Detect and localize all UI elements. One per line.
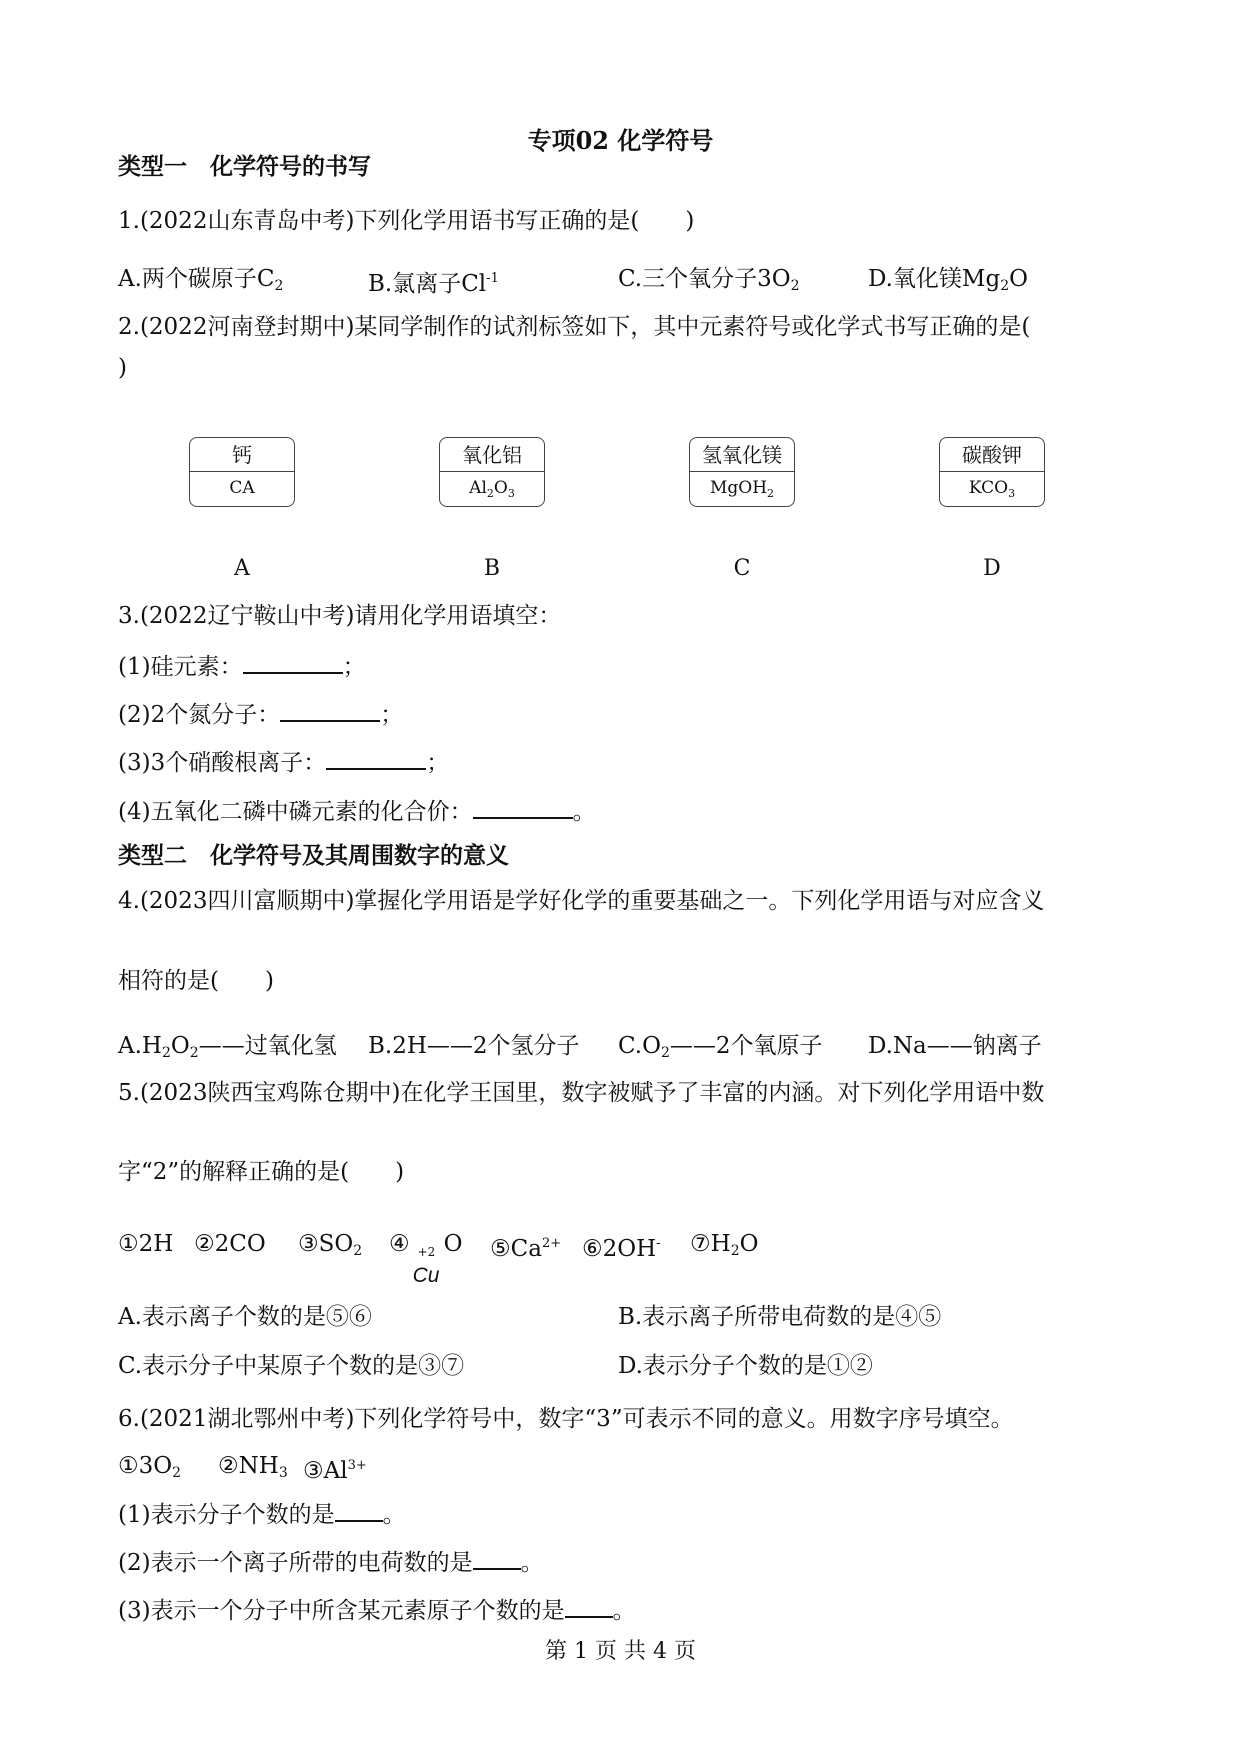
question-5-option-a: A.表示离子个数的是⑤⑥ bbox=[118, 1304, 372, 1330]
answer-blank[interactable] bbox=[243, 650, 343, 674]
question-4-stem: 4.(2023四川富顺期中)掌握化学用语是学好化学的重要基础之一。下列化学用语与对应含义 bbox=[118, 888, 1045, 914]
question-1-stem: 1.(2022山东青岛中考)下列化学用语书写正确的是( ) bbox=[118, 208, 695, 234]
label-c-letter: C bbox=[733, 556, 751, 581]
answer-blank[interactable] bbox=[473, 1546, 521, 1570]
question-4-option-c: $C.O_2——2$个氧原子 bbox=[618, 1033, 823, 1061]
label-b-formula: $Al_2O_3$ bbox=[469, 478, 515, 500]
label-b-letter: B bbox=[483, 556, 501, 581]
question-5-symbol-5: $⑤Ca^{2+}$ bbox=[490, 1236, 562, 1262]
label-d-letter: D bbox=[983, 556, 1001, 581]
label-divider bbox=[440, 471, 544, 472]
label-a-formula: CA bbox=[229, 478, 255, 498]
label-c-formula: MgOH$_2$ bbox=[709, 478, 775, 500]
reagent-label-d bbox=[939, 437, 1045, 507]
question-6-part-2: (2)表示一个离子所带的电荷数的是 。 bbox=[118, 1546, 544, 1578]
answer-blank[interactable] bbox=[280, 698, 380, 722]
question-6-symbol-1: $①3O_2$ bbox=[118, 1453, 182, 1481]
reagent-label-a bbox=[189, 437, 295, 507]
reagent-label-c bbox=[689, 437, 795, 507]
section-heading-1: 类型一 化学符号的书写 bbox=[118, 153, 371, 180]
question-5-stem: 5.(2023陕西宝鸡陈仓期中)在化学王国里，数字被赋予了丰富的内涵。对下列化学用语中数 bbox=[118, 1080, 1045, 1106]
question-6-part-3: (3)表示一个分子中所含某元素原子个数的是 。 bbox=[118, 1594, 636, 1626]
reagent-label-b bbox=[439, 437, 545, 507]
answer-blank[interactable] bbox=[473, 795, 573, 819]
question-5-option-b: B.表示离子所带电荷数的是④⑤ bbox=[618, 1304, 942, 1330]
question-3-part-4: (4)五氧化二磷中磷元素的化合价： 。 bbox=[118, 795, 596, 827]
question-3-part-1: (1)硅元素： ； bbox=[118, 650, 366, 682]
question-6-symbol-3: $③Al^{3+}$ bbox=[303, 1458, 367, 1484]
page-footer: 第 1 页 共 4 页 bbox=[545, 1639, 696, 1664]
question-5-symbol-6: ⑥2OH- bbox=[582, 1236, 661, 1262]
question-6-symbol-2: $②NH_3$ bbox=[218, 1453, 288, 1481]
question-6-stem: 6.(2021湖北鄂州中考)下列化学符号中，数字“3”可表示不同的意义。用数字序号填空。 bbox=[118, 1406, 1014, 1432]
question-5-symbol-1: ①2H bbox=[118, 1231, 174, 1257]
question-4-option-b: B.2H——2个氢分子 bbox=[368, 1033, 580, 1059]
question-5-option-d: D.表示分子个数的是①② bbox=[618, 1353, 873, 1379]
label-d-formula: $KCO_3$ bbox=[968, 478, 1016, 500]
label-d-name: 碳酸钾 bbox=[962, 443, 1022, 467]
question-1-option-c: C.三个氧分子$3O_2$ bbox=[618, 266, 800, 294]
question-3-part-3: (3)3个硝酸根离子： ； bbox=[118, 746, 449, 778]
question-2-stem: 2.(2022河南登封期中)某同学制作的试剂标签如下，其中元素符号或化学式书写正确的是( bbox=[118, 314, 1031, 340]
label-b-name: 氧化铝 bbox=[462, 443, 522, 467]
answer-blank[interactable] bbox=[326, 746, 426, 770]
question-5-symbol-7: $⑦H_2O$ bbox=[690, 1231, 759, 1259]
question-3-stem: 3.(2022辽宁鞍山中考)请用化学用语填空： bbox=[118, 603, 562, 629]
section-heading-2: 类型二 化学符号及其周围数字的意义 bbox=[118, 842, 509, 869]
question-2-stem-end: ) bbox=[118, 355, 127, 381]
label-a-letter: A bbox=[234, 556, 250, 581]
answer-blank[interactable] bbox=[335, 1498, 383, 1522]
question-6-part-1: (1)表示分子个数的是 。 bbox=[118, 1498, 406, 1530]
question-5-symbol-4: ④ +2 Cu O bbox=[389, 1231, 463, 1287]
question-5-option-c: C.表示分子中某原子个数的是③⑦ bbox=[118, 1353, 465, 1379]
label-divider bbox=[940, 471, 1044, 472]
question-5-symbol-2: ②2CO bbox=[194, 1231, 266, 1257]
question-1-option-d: D.氧化镁$Mg_2O$ bbox=[868, 266, 1028, 294]
question-4-option-d: D.Na——钠离子 bbox=[868, 1033, 1042, 1059]
label-divider bbox=[690, 471, 794, 472]
question-1-option-b: B.氯离子$Cl^{-1}$ bbox=[368, 271, 499, 297]
label-divider bbox=[190, 471, 294, 472]
answer-blank[interactable] bbox=[565, 1594, 613, 1618]
label-c-name: 氢氧化镁 bbox=[702, 443, 782, 467]
question-4-option-a: $A.H_2O_2——$过氧化氢 bbox=[118, 1033, 337, 1061]
question-5-stem-end: 字“2”的解释正确的是( ) bbox=[118, 1159, 405, 1185]
question-5-symbol-3: $③SO_2$ bbox=[298, 1231, 363, 1259]
question-1-option-a: A.两个碳原子$C_2$ bbox=[118, 266, 284, 294]
question-3-part-2: (2)2个氮分子： ； bbox=[118, 698, 403, 730]
page-title: 专项02 化学符号 bbox=[527, 126, 714, 155]
label-a-name: 钙 bbox=[232, 443, 252, 467]
question-4-stem-end: 相符的是( ) bbox=[118, 968, 274, 994]
